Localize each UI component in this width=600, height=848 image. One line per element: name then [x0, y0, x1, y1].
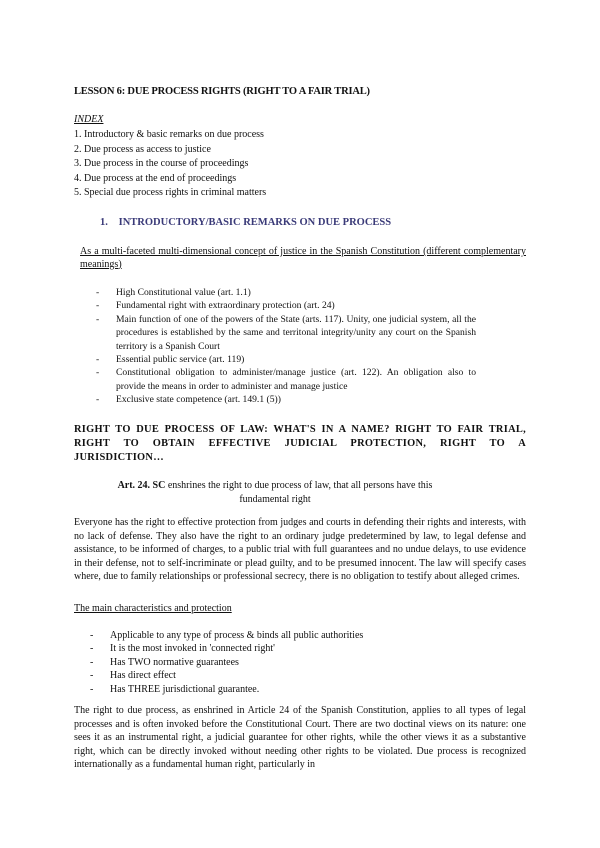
list-item: - Constitutional obligation to administer/manage justice (art. 122). An obligation also to provide the means in order to administer and manage justice	[96, 367, 476, 392]
paragraph-doctrinal-views: The right to due process, as enshrined in Article 24 of the Spanish Constitution, applies to all types of legal processes and is often invoked before the Constitutional Court. There are two doctinal views on its nature: one sees it as an instrumental right, a judicial guarantee for other rights, while the other views it as a substantive right, which can be directly invoked without needing other rights to be violated. Due process is recognized internationally as a fundamental human right, particularly in	[74, 705, 526, 771]
section-title: INTRODUCTORY/BASIC REMARKS ON DUE PROCESS	[118, 217, 392, 228]
index-item: 1. Introductory & basic remarks on due process	[74, 129, 264, 140]
paragraph-rights: Everyone has the right to effective protection from judges and courts in defending their rights and interests, with no lack of defense. They also have the right to an ordinary judge predetermined by law, to legal defense and assistance, to be informed of charges, to a public trial with full guarantees and no undue delays, to use evidence in their defense, not to self-incriminate or plead guilty, and to be presumed innocent. The law will specify cases where, due to family relationships or professional secrecy, there is no obligation to testify about alleged crimes.	[74, 517, 526, 583]
list-item: - Applicable to any type of process & binds all public authorities	[90, 630, 364, 641]
list-item: - Main function of one of the powers of the State (arts. 117). Unity, one judicial system, all the procedures is established by the same and territonal integrity/unity any court on the Spanish territory is a Spanish Court	[96, 313, 476, 352]
list-item: - Has THREE jurisdictional guarantee.	[90, 683, 260, 695]
list-item: - Has direct effect	[90, 670, 176, 682]
list-item: - Exclusive state competence (art. 149.1 (5))	[96, 394, 281, 406]
article-text: enshrines the right to due process of law, that all persons have this fundamental right	[165, 480, 433, 505]
article-24-statement	[100, 479, 450, 506]
list-item: - Fundamental right with extraordinary protection (art. 24)	[96, 300, 335, 312]
index-item: 3. Due process in the course of proceedings	[74, 158, 249, 170]
index-item: 5. Special due process rights in criminal matters	[74, 187, 267, 199]
characteristics-list	[90, 629, 410, 696]
index-item: 4. Due process at the end of proceedings	[74, 172, 237, 184]
section-number: 1.	[100, 217, 108, 228]
section-1-heading	[100, 217, 391, 228]
list-item: - Essential public service (art. 119)	[96, 354, 245, 366]
list-item: - It is the most invoked in 'connected right'	[90, 643, 275, 655]
due-process-heading: RIGHT TO DUE PROCESS OF LAW: WHAT'S IN A NAME? RIGHT TO FAIR TRIAL, RIGHT TO OBTAIN EFFECTIVE JUDICIAL PROTECTION, RIGHT TO A JURISDICTION…	[74, 424, 526, 463]
index-list	[74, 128, 266, 201]
index-label: INDEX	[74, 114, 104, 125]
lesson-title: LESSON 6: DUE PROCESS RIGHTS (RIGHT TO A FAIR TRIAL)	[74, 86, 370, 97]
index-item: 2. Due process as access to justice	[74, 143, 211, 155]
section-1-intro: As a multi-faceted multi-dimensional concept of justice in the Spanish Constitution (different complementary meanings)	[80, 246, 526, 270]
article-reference: Art. 24. SC	[117, 480, 166, 491]
list-item: - High Constitutional value (art. 1.1)	[96, 287, 251, 298]
list-item: - Has TWO normative guarantees	[90, 656, 239, 668]
characteristics-heading: The main characteristics and protection	[74, 603, 232, 614]
section-1-bullet-list	[96, 286, 476, 407]
